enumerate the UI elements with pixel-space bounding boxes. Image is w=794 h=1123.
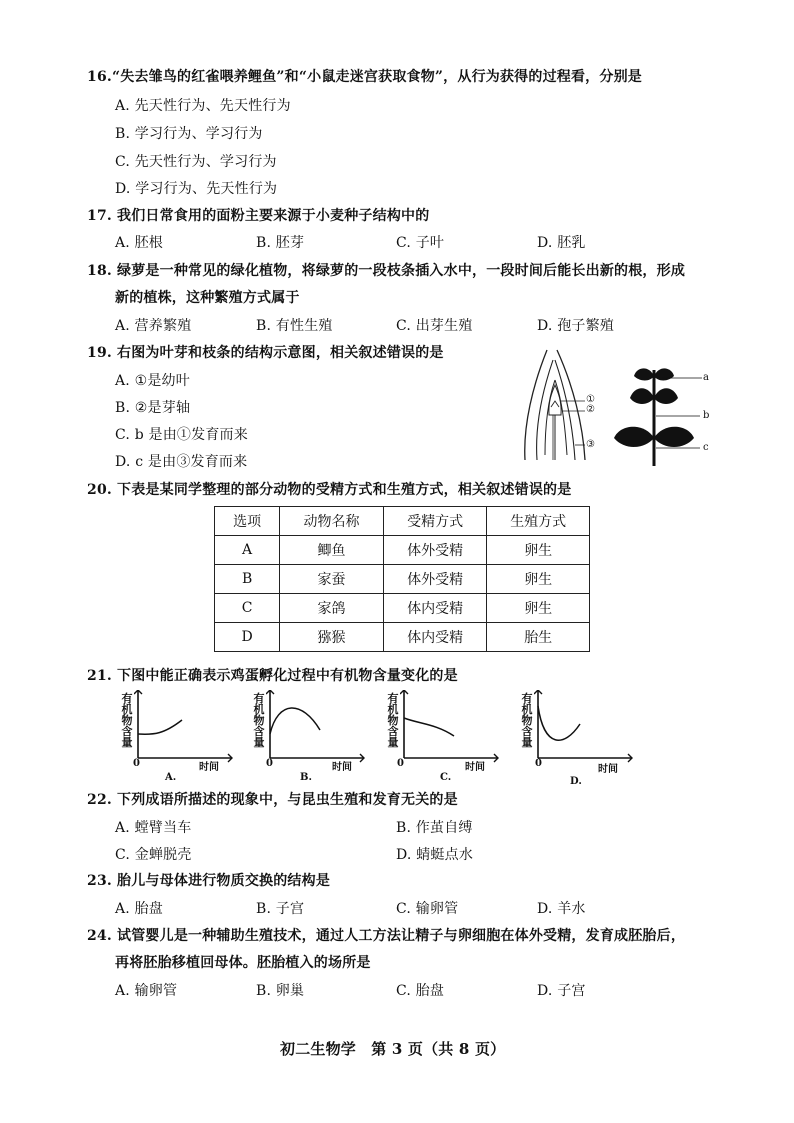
table-cell: C [215,594,280,623]
branch-label-a: a [703,372,709,383]
q17-option-d: D. 胚乳 [537,235,586,251]
q18-option-c: C. 出芽生殖 [396,318,473,334]
table-cell: 家鸽 [280,594,384,623]
q18-option-b: B. 有性生殖 [256,318,333,334]
table-cell: 猕猴 [280,623,384,652]
table-cell: 胎生 [487,623,590,652]
branch-label-c: c [703,442,709,453]
q17-option-a: A. 胚根 [115,235,164,251]
q16-option-a: A. 先天性行为、先天性行为 [115,98,291,114]
q23-stem: 23. 胎儿与母体进行物质交换的结构是 [87,873,331,889]
graph-a [134,690,234,765]
table-cell: D [215,623,280,652]
q19-option-b: B. ②是芽轴 [115,400,191,416]
graph-b-ylabel: 有机物含量 [253,692,265,749]
bud-label-2: ② [586,404,595,415]
q22-option-a: A. 螳臂当车 [115,820,192,836]
graph-a-origin: 0 [133,758,140,769]
q24-stem-line1: 24. 试管婴儿是一种辅助生殖技术，通过人工方法让精子与卵细胞在体外受精，发育成胚胎后， [87,928,686,944]
table-cell: 卵生 [487,565,590,594]
q22-option-b: B. 作茧自缚 [396,820,473,836]
table-header-row [215,507,590,536]
bud-label-3: ③ [586,439,595,450]
table-cell: 体外受精 [383,565,487,594]
q16-option-b: B. 学习行为、学习行为 [115,126,263,142]
graph-d-ylabel: 有机物含量 [521,692,533,749]
q16-option-c: C. 先天性行为、学习行为 [115,154,277,170]
q23-option-d: D. 羊水 [537,901,586,917]
fertilization-table [214,506,590,652]
q19-option-d: D. c 是由③发育而来 [115,454,248,470]
q24-option-c: C. 胎盘 [396,983,445,999]
table-cell: B [215,565,280,594]
table-header: 动物名称 [280,507,384,536]
q23-option-a: A. 胎盘 [115,901,164,917]
q24-option-b: B. 卵巢 [256,983,305,999]
table-cell: 鲫鱼 [280,536,384,565]
graph-c-xlabel: 时间 [465,762,485,773]
q18-option-d: D. 孢子繁殖 [537,318,615,334]
graph-c [400,690,500,765]
q17-option-c: C. 子叶 [396,235,445,251]
q19-option-a: A. ①是幼叶 [115,373,190,389]
q23-option-c: C. 输卵管 [396,901,459,917]
leaf-bud-diagram [515,345,615,465]
q23-option-b: B. 子宫 [256,901,305,917]
table-header: 选项 [215,507,280,536]
q19-stem: 19. 右图为叶芽和枝条的结构示意图，相关叙述错误的是 [87,345,444,361]
graph-d [534,690,634,765]
table-row [215,565,590,594]
table-cell: 体内受精 [383,623,487,652]
graph-d-origin: 0 [535,758,542,769]
q22-option-d: D. 蜻蜓点水 [396,847,474,863]
graph-d-label: D. [570,776,582,787]
graph-c-origin: 0 [397,758,404,769]
table-cell: 家蚕 [280,565,384,594]
graph-c-label: C. [440,772,452,783]
graph-a-xlabel: 时间 [199,762,219,773]
table-cell: A [215,536,280,565]
q18-option-a: A. 营养繁殖 [115,318,192,334]
branch-diagram [612,358,702,468]
bud-label-1: ① [586,394,595,405]
q17-option-b: B. 胚芽 [256,235,305,251]
graph-b-label: B. [300,772,312,783]
graph-a-label: A. [165,772,177,783]
q24-stem-line2: 再将胚胎移植回母体。胚胎植入的场所是 [115,955,371,971]
branch-label-b: b [703,410,710,421]
q24-option-a: A. 输卵管 [115,983,178,999]
table-cell: 卵生 [487,536,590,565]
table-row [215,623,590,652]
graph-b-xlabel: 时间 [332,762,352,773]
q18-stem-line2: 新的植株，这种繁殖方式属于 [115,290,300,306]
table-row [215,594,590,623]
page-footer: 初二生物学 第 3 页（共 8 页） [280,1040,506,1058]
q16-stem: 16.“失去雏鸟的红雀喂养鲤鱼”和“小鼠走迷宫获取食物”，从行为获得的过程看，分别是 [87,69,642,85]
q22-stem: 22. 下列成语所描述的现象中，与昆虫生殖和发育无关的是 [87,792,458,808]
graph-b [266,690,366,765]
table-cell: 体外受精 [383,536,487,565]
q19-option-c: C. b 是由①发育而来 [115,427,248,443]
graph-b-origin: 0 [266,758,273,769]
graph-c-ylabel: 有机物含量 [387,692,399,749]
q17-stem: 17. 我们日常食用的面粉主要来源于小麦种子结构中的 [87,208,430,224]
graph-d-xlabel: 时间 [598,764,618,775]
table-cell: 卵生 [487,594,590,623]
table-header: 生殖方式 [487,507,590,536]
graph-a-ylabel: 有机物含量 [121,692,133,749]
table-header: 受精方式 [383,507,487,536]
q18-stem-line1: 18. 绿萝是一种常见的绿化植物，将绿萝的一段枝条插入水中，一段时间后能长出新的根，形成 [87,263,686,279]
q20-stem: 20. 下表是某同学整理的部分动物的受精方式和生殖方式，相关叙述错误的是 [87,482,572,498]
q22-option-c: C. 金蝉脱壳 [115,847,192,863]
table-row [215,536,590,565]
q21-stem: 21. 下图中能正确表示鸡蛋孵化过程中有机物含量变化的是 [87,668,458,684]
q16-option-d: D. 学习行为、先天性行为 [115,181,278,197]
table-cell: 体内受精 [383,594,487,623]
q24-option-d: D. 子宫 [537,983,586,999]
